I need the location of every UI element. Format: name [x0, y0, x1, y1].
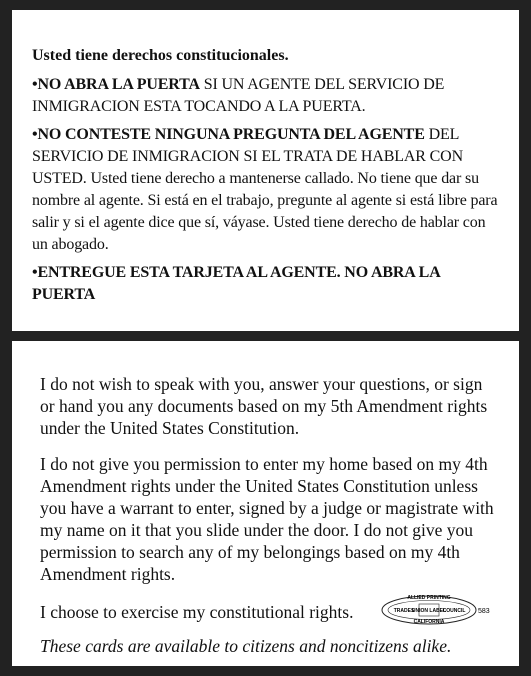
instruction-text: SI UN AGENTE DEL SERVICIO DE INMIGRACION ESTA TOCANDO A LA PUERTA. [32, 76, 445, 115]
instruction-item-hand-card [32, 262, 499, 306]
english-rights-card [12, 341, 519, 666]
bullet: • [32, 76, 38, 93]
availability-note: These cards are available to citizens and noncitizens alike. [40, 636, 452, 656]
union-bug-code: 583 [478, 608, 490, 615]
bullet: • [32, 126, 38, 143]
union-bug-center-text: UNION LABEL [411, 608, 447, 614]
instruction-emphasis: NO ABRA LA PUERTA [37, 76, 200, 93]
instruction-emphasis: NO CONTESTE NINGUNA PREGUNTA DEL AGENTE [37, 126, 425, 143]
fourth-amendment-paragraph: I do not give you permission to enter my home based on my 4th Amendment rights under the United States Constitution unless you have a warrant to enter, signed by a judge or magistrate with my name on it that you slide under the door. I do not give you permission to search any of my belongings based on my 4th Amendment rights. [40, 454, 494, 584]
closing-row [40, 595, 499, 625]
bullet: • [32, 264, 38, 281]
exercise-rights-statement: I choose to exercise my constitutional rights. [40, 602, 354, 622]
union-label-logo [379, 593, 491, 627]
card-heading: Usted tiene derechos constitucionales. [32, 47, 289, 64]
union-bug-bottom-text: CALIFORNIA [413, 619, 445, 625]
union-bug-top-text: ALLIED PRINTING [407, 595, 451, 602]
union-bug-left-text: TRADES [393, 608, 415, 614]
fifth-amendment-paragraph: I do not wish to speak with you, answer your questions, or sign or hand you any documents based on my 5th Amendment rights under the United States Constitution. [40, 374, 488, 438]
union-bug-right-text: COUNCIL [442, 608, 466, 614]
instruction-text: DEL SERVICIO DE INMIGRACION SI EL TRATA DE HABLAR CON USTED. Usted tiene derecho a mantenerse callado. No tiene que dar su nombre al agente. Si está en el trabajo, pregunte al agente si está libre para salir y si el agente dice que sí, váyase. Usted tiene derecho de hablar con un abogado. [32, 126, 498, 253]
instruction-item-do-not-answer [32, 124, 499, 256]
instruction-emphasis: ENTREGUE ESTA TARJETA AL AGENTE. NO ABRA LA PUERTA [32, 264, 440, 303]
spanish-rights-card [12, 10, 519, 331]
instruction-item-do-not-open [32, 74, 499, 118]
